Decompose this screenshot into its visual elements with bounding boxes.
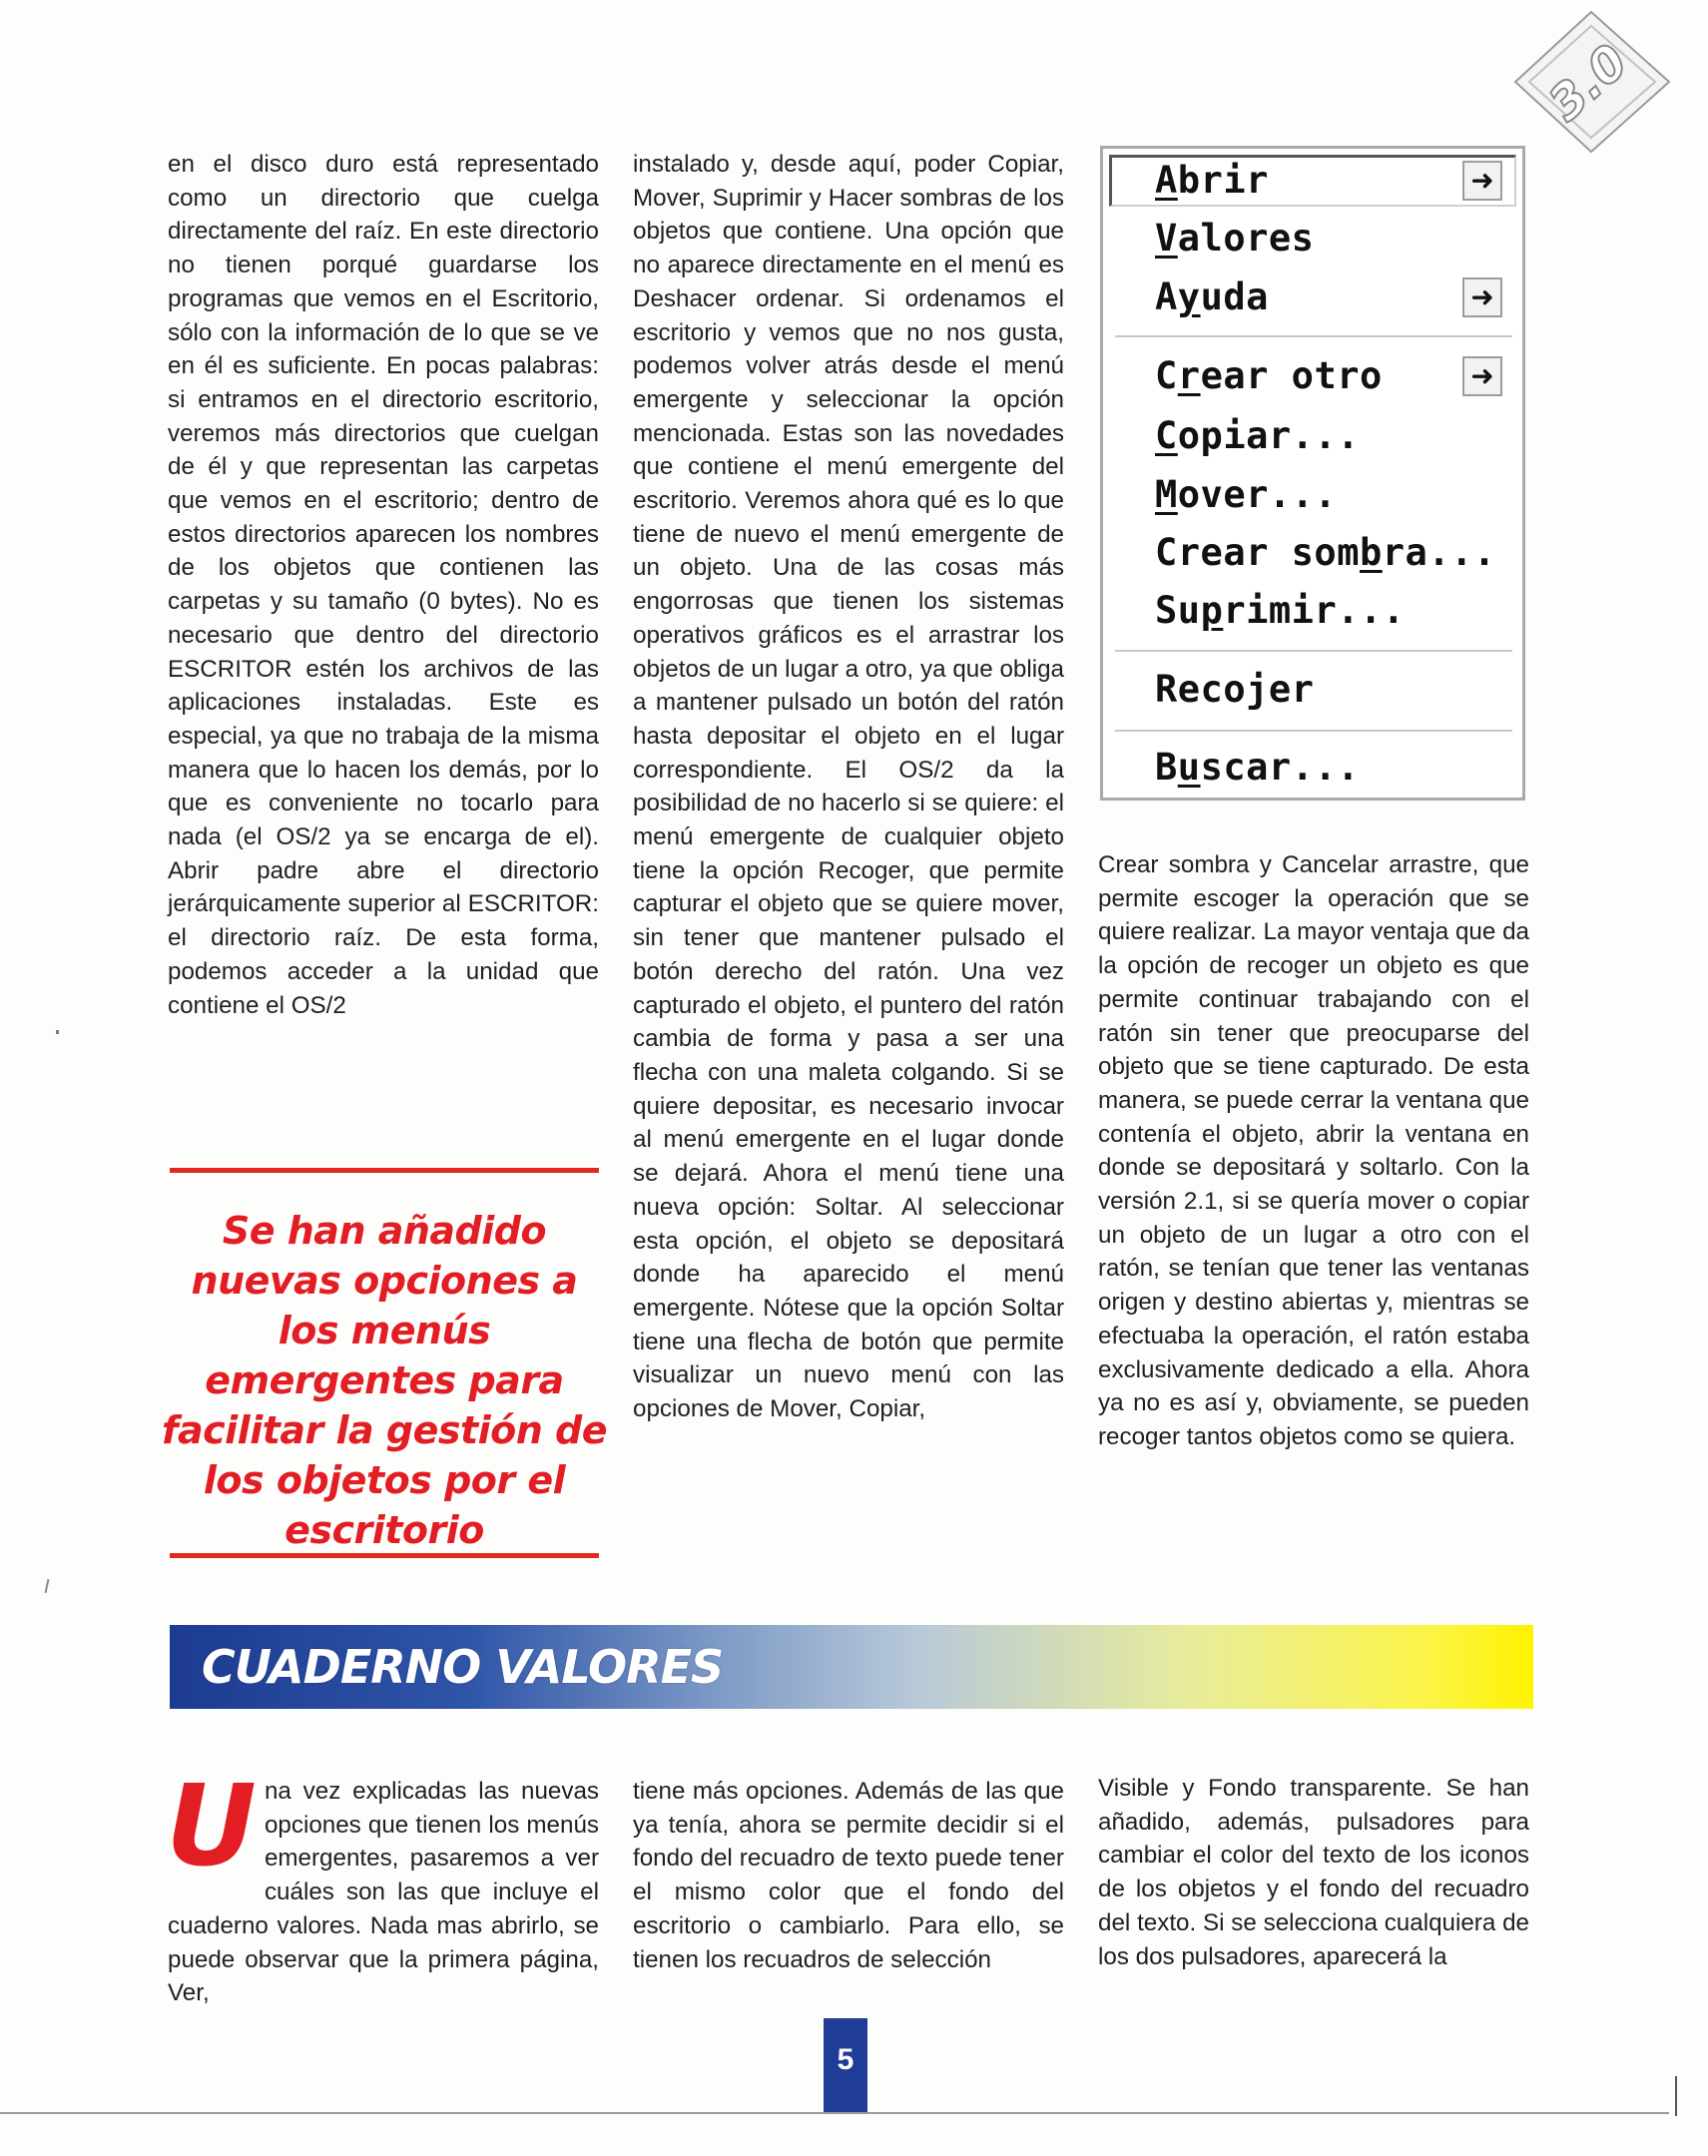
popup-menu [1100, 146, 1525, 801]
version-badge [1507, 6, 1677, 156]
menu-item-abrir[interactable]: Abrir [1155, 159, 1269, 202]
section-header [170, 1625, 1533, 1709]
menu-item-copiar[interactable]: Copiar... [1155, 414, 1360, 457]
menu-item-recojer[interactable]: Recojer [1155, 668, 1315, 711]
menu-item-ayuda[interactable]: Ayuda [1155, 275, 1269, 318]
version-badge-text: 3.0 [1537, 33, 1639, 133]
menu-item-buscar[interactable]: Buscar... [1155, 746, 1360, 789]
menu-item-mover[interactable]: Mover... [1155, 473, 1338, 516]
section-column-1 [166, 1762, 599, 2010]
section-title: CUADERNO VALORES [202, 1640, 724, 1694]
callout-top-rule [170, 1168, 599, 1173]
article-column-3: Crear sombra y Cancelar arrastre, que permite escoger la operación que se quiere realizar. La mayor ventaja que da la opción de recoger un objeto es que permite continuar trabajando con el ratón sin tener que preocuparse del objeto que se tiene capturado. De esta manera, se puede cerrar la ventana que contenía el objeto, abrir la ventana en donde se depositará y soltarlo. Con la versión 2.1, si se quería mover o copiar un objeto de un lugar a otro con el ratón, se tenían que tener las ventanas origen y destino abiertas y, mientras se efectuaba la operación, el ratón estaba exclusivamente dedicado a ella. Ahora ya no es así y, obviamente, se pueden recoger tantos objetos como se quiera. [1098, 851, 1529, 1450]
menu-item-crear-otro[interactable]: Crear otro [1155, 354, 1383, 397]
scan-speck [56, 1030, 59, 1034]
pull-quote: Se han añadido nuevas opciones a los menús emergentes para facilitar la gestión de los objetos por el escritorio [161, 1209, 608, 1552]
crop-mark [1675, 2076, 1677, 2116]
menu-separator [1115, 730, 1512, 733]
submenu-arrow-icon[interactable]: ➜ [1462, 161, 1502, 201]
menu-item-suprimir[interactable]: Suprimir... [1155, 589, 1406, 632]
menu-separator [1115, 335, 1512, 338]
menu-item-crear-sombra[interactable]: Crear sombra... [1155, 531, 1496, 574]
submenu-arrow-icon[interactable]: ➜ [1462, 356, 1502, 396]
scan-speck [45, 1579, 50, 1593]
section-column-1-text: na vez explicadas las nuevas opciones que tienen los menús emergentes, pasaremos a ver cuáles son las que incluye el cuaderno valores. Nada mas abrirlo, se puede observar que la primera página, Ver, [168, 1778, 599, 2007]
callout-bottom-rule [170, 1553, 599, 1558]
footer-rule [0, 2112, 1669, 2114]
section-column-2: tiene más opciones. Además de las que ya tenía, ahora se permite decidir si el fondo del recuadro de texto puede tener el mismo color que el fondo del escritorio o cambiarlo. Para ello, se tienen los recuadros de selección [633, 1778, 1064, 1973]
submenu-arrow-icon[interactable]: ➜ [1462, 277, 1502, 317]
article-column-2: instalado y, desde aquí, poder Copiar, Mover, Suprimir y Hacer sombras de los objetos que contiene. Una opción que no aparece directamente en el menú es Deshacer ordenar. Si ordenamos el escritorio y vemos que no nos gusta, podemos volver atrás desde el menú emergente y seleccionar la opción mencionada. Estas son las novedades que contiene el menú emergente del escritorio. Veremos ahora qué es lo que tiene de nuevo el menú emergente de un objeto. Una de las cosas más engorrosas que tienen los sistemas operativos gráficos es el arrastrar los objetos de un lugar a otro, ya que obliga a mantener pulsado un botón del ratón hasta depositar el objeto en el lugar correspondiente. El OS/2 da la posibilidad de no hacerlo si se quiere: el menú emergente de cualquier objeto tiene la opción Recoger, que permite capturar el objeto que se quiere mover, sin tener que mantener pulsado el botón derecho del ratón. Una vez capturado el objeto, el puntero del ratón cambia de forma y pasa a ser una flecha con una maleta colgando. Si se quiere depositar, es necesario invocar al menú emergente en el lugar donde se dejará. Ahora el menú tiene una nueva opción: Soltar. Al seleccionar esta opción, el objeto se depositará donde ha aparecido el menú emergente. Nótese que la opción Soltar tiene una flecha de botón que permite visualizar un nuevo menú con las opciones de Mover, Copiar, [633, 151, 1064, 1423]
article-column-1: en el disco duro está representado como un directorio que cuelga directamente del raíz. En este directorio no tienen porqué guardarse los programas que vemos en el Escritorio, sólo con la información de lo que se ve en él es suficiente. En pocas palabras: si entramos en el directorio escritorio, veremos más directorios que cuelgan de él y que representan las carpetas que vemos en el escritorio; dentro de estos directorios aparecen los nombres de los objetos que contienen las carpetas y su tamaño (0 bytes). No es necesario que dentro del directorio ESCRITOR estén los archivos de las aplicaciones instaladas. Este es especial, ya que no trabaja de la misma manera que lo hacen los demás, por lo que es conveniente no tocarlo para nada (el OS/2 ya se encarga de el). Abrir padre abre el directorio jerárquicamente superior al ESCRITOR: el directorio raíz. De esta forma, podemos acceder a la unidad que contiene el OS/2 [168, 151, 599, 1019]
page-number: 5 [824, 2018, 867, 2113]
menu-separator [1115, 650, 1512, 653]
drop-cap: U [166, 1762, 257, 1891]
section-column-3: Visible y Fondo transparente. Se han añadido, además, pulsadores para cambiar el color del texto de los iconos de los objetos y el fondo del recuadro del texto. Si se selecciona cualquiera de los dos pulsadores, aparecerá la [1098, 1775, 1529, 1970]
menu-item-valores[interactable]: Valores [1155, 217, 1315, 260]
